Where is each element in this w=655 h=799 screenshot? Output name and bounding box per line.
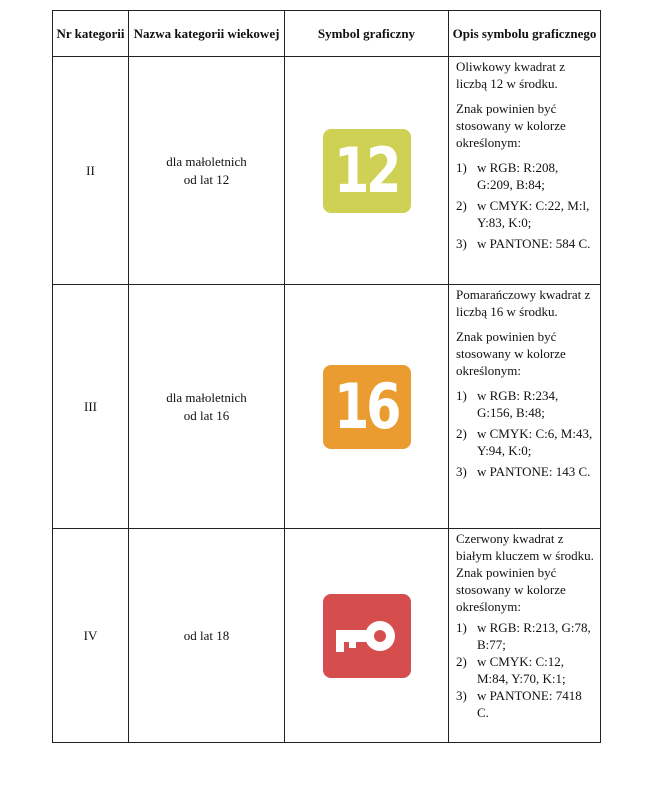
description-rule: Znak powinien być stosowany w kolorze określonym: [456, 101, 566, 150]
category-name [129, 529, 285, 743]
table-row [53, 529, 601, 743]
category-name-line: od lat 18 [183, 627, 230, 643]
list-item: 3) w PANTONE: 584 C. [456, 236, 591, 251]
description-intro: Pomarańczowy kwadrat z liczbą 16 w środku. [456, 287, 591, 319]
description-intro: Oliwkowy kwadrat z liczbą 12 w środku. [456, 59, 566, 91]
list-item: 2) w CMYK: C:12, M:84, Y:70, K:1; [456, 654, 566, 686]
list-item: 2) w CMYK: C:22, M:l, Y:83, K:0; [456, 198, 590, 230]
list-item: 1) w RGB: R:213, G:78, B:77; [456, 620, 591, 652]
category-name-line: od lat 16 [183, 407, 230, 423]
category-number: III [53, 285, 129, 529]
table-row [53, 57, 601, 285]
list-item: 3) w PANTONE: 7418 C. [456, 688, 582, 720]
category-name-line: od lat 12 [183, 171, 230, 187]
age-12-label: 12 [334, 134, 399, 207]
category-name [129, 285, 285, 529]
category-name-line: dla małoletnich [166, 389, 247, 405]
symbol-cell [285, 285, 449, 529]
age-category-table [52, 10, 601, 743]
description-intro: Czerwony kwadrat z białym kluczem w środku. Znak powinien być stosowany w kolorze określonym: [456, 531, 594, 614]
header-opis: Opis symbolu graficznego [449, 11, 601, 57]
symbol-description [449, 529, 601, 743]
category-name-line: dla małoletnich [166, 153, 247, 169]
category-name [129, 57, 285, 285]
header-nr: Nr kategorii [53, 11, 129, 57]
table-row [53, 285, 601, 529]
key-icon [334, 616, 400, 656]
age-16-label: 16 [334, 370, 399, 443]
symbol-cell [285, 57, 449, 285]
color-spec-list [456, 619, 596, 721]
list-item: 1) w RGB: R:234, G:156, B:48; [456, 388, 559, 420]
age-12-symbol [323, 129, 411, 213]
header-nazwa: Nazwa kategorii wiekowej [129, 11, 285, 57]
description-rule: Znak powinien być stosowany w kolorze określonym: [456, 329, 566, 378]
symbol-description [449, 57, 601, 285]
symbol-description [449, 285, 601, 529]
category-number: II [53, 57, 129, 285]
header-symbol: Symbol graficzny [285, 11, 449, 57]
age-18-symbol [323, 594, 411, 678]
category-number: IV [53, 529, 129, 743]
list-item: 2) w CMYK: C:6, M:43, Y:94, K:0; [456, 426, 593, 458]
table-header-row [53, 11, 601, 57]
symbol-cell [285, 529, 449, 743]
color-spec-list [456, 159, 596, 252]
list-item: 3) w PANTONE: 143 C. [456, 464, 591, 479]
color-spec-list [456, 387, 596, 480]
list-item: 1) w RGB: R:208, G:209, B:84; [456, 160, 559, 192]
age-16-symbol [323, 365, 411, 449]
